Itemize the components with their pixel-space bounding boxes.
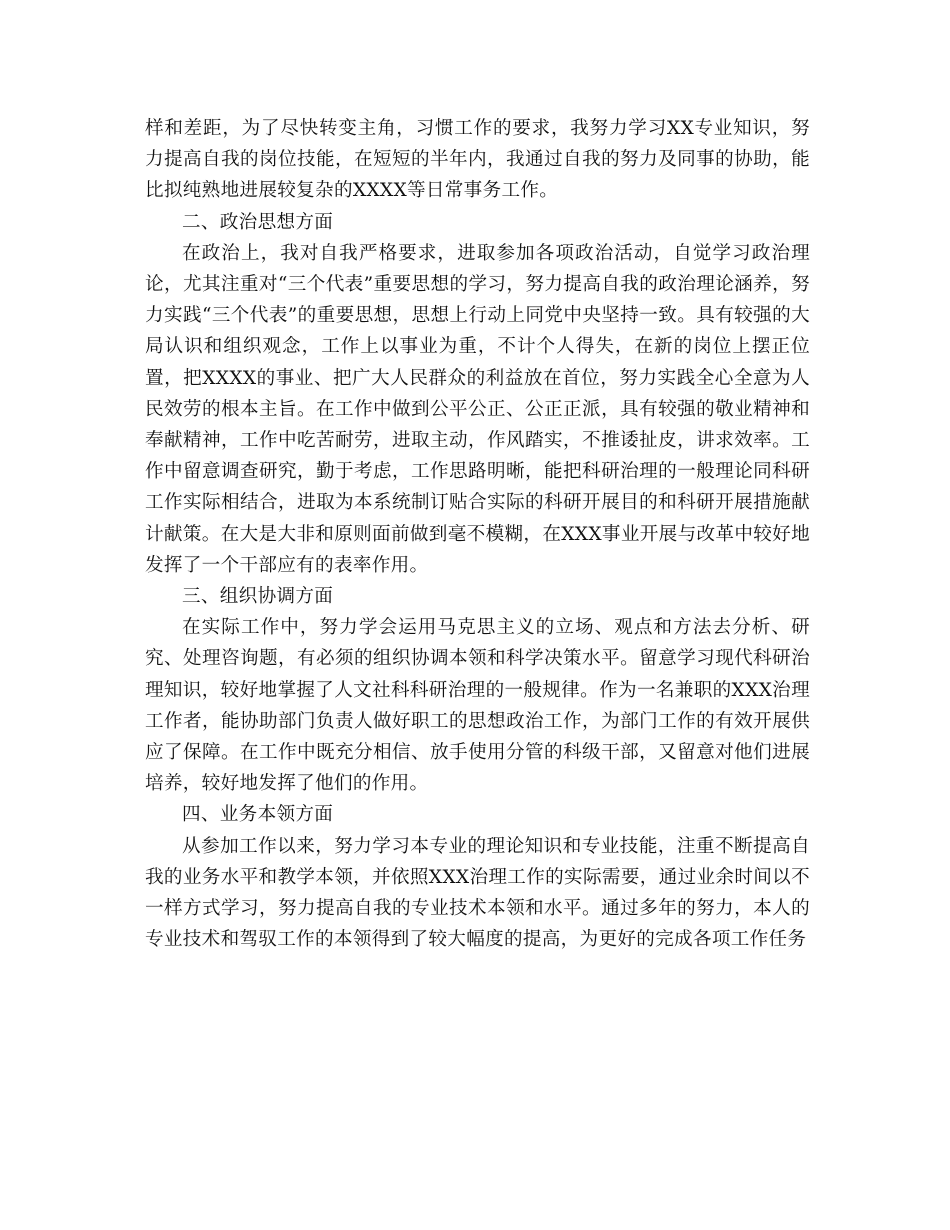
paragraph-political: 在政治上，我对自我严格要求，进取参加各项政治活动，自觉学习政治理论，尤其注重对“三个代表”重要思想的学习，努力提高自我的政治理论涵养，努力实践“三个代表”的重要思想，思想上行动上同党中央坚持一致。具有较强的大局认识和组织观念，工作上以事业为重，不计个人得失，在新的岗位上摆正位置，把XXXX的事业、把广大人民群众的利益放在首位，努力实践全心全意为人民效劳的根本主旨。在工作中做到公平公正、公正正派，具有较强的敬业精神和奉献精神，工作中吃苦耐劳，进取主动，作风踏实，不推诿扯皮，讲求效率。工作中留意调查研究，勤于考虑，工作思路明晰，能把科研治理的一般理论同科研工作实际相结合，进取为本系统制订贴合实际的科研开展目的和科研开展措施献计献策。在大是大非和原则面前做到毫不模糊，在XXX事业开展与改革中较好地发挥了一个干部应有的表率作用。 — [145, 242, 810, 576]
paragraph-business: 从参加工作以来，努力学习本专业的理论知识和专业技能，注重不断提高自我的业务水平和教学本领，并依照XXX治理工作的实际需要，通过业余时间以不一样方式学习，努力提高自我的专业技术本领和水平。通过多年的努力，本人的专业技术和驾驭工作的本领得到了较大幅度的提高，为更好的完成各项工作任务 — [145, 835, 810, 951]
section-heading-organization: 三、组织协调方面 — [182, 586, 334, 608]
section-heading-political: 二、政治思想方面 — [182, 211, 334, 233]
section-heading-business: 四、业务本领方面 — [182, 804, 334, 826]
paragraph-continued: 样和差距，为了尽快转变主角，习惯工作的要求，我努力学习XX专业知识，努力提高自我的岗位技能，在短短的半年内，我通过自我的努力及同事的协助，能比拟纯熟地进展较复杂的XXXX等日常事务工作。 — [145, 118, 810, 202]
paragraph-organization: 在实际工作中，努力学会运用马克思主义的立场、观点和方法去分析、研究、处理咨询题，有必须的组织协调本领和科学决策水平。留意学习现代科研治理知识，较好地掌握了人文社科科研治理的一般规律。作为一名兼职的XXX治理工作者，能协助部门负责人做好职工的思想政治工作，为部门工作的有效开展供应了保障。在工作中既充分相信、放手使用分管的科级干部，又留意对他们进展培养，较好地发挥了他们的作用。 — [145, 617, 810, 795]
document-body — [145, 113, 810, 955]
